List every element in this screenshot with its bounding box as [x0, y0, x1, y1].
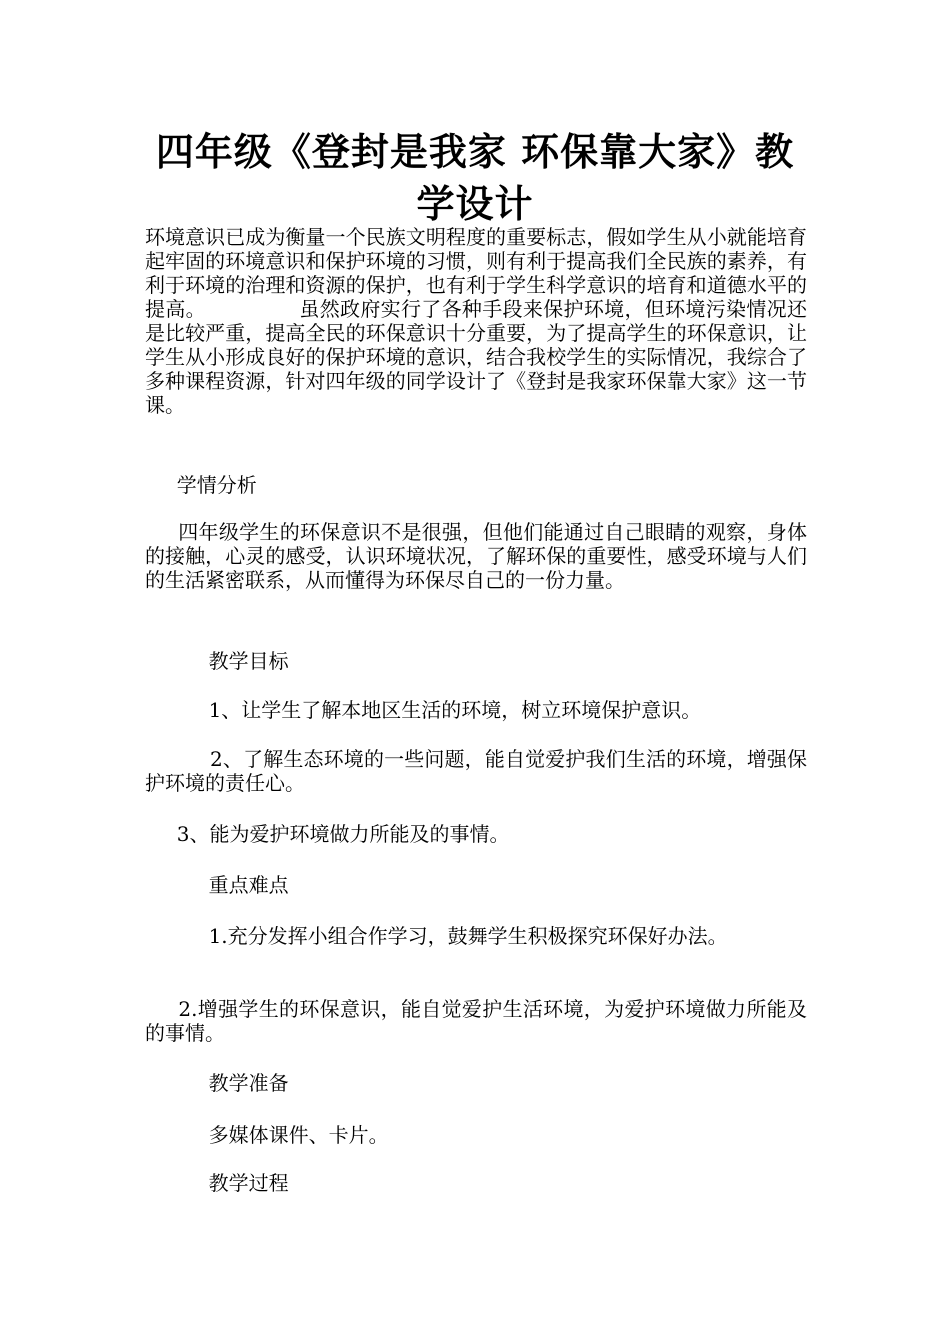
document-title: 四年级《登封是我家 环保靠大家》教学设计 — [155, 130, 795, 226]
section-heading-analysis: 学情分析 — [145, 473, 257, 497]
goal-item-3: 3、能为爱护环境做力所能及的事情。 — [145, 822, 510, 846]
section-heading-goals: 教学目标 — [145, 649, 289, 673]
key-point-1: 1.充分发挥小组合作学习，鼓舞学生积极探究环保好办法。 — [145, 924, 728, 948]
goal-item-1: 1、让学生了解本地区生活的环境，树立环境保护意识。 — [145, 698, 702, 722]
section-heading-key-points: 重点难点 — [145, 873, 289, 897]
analysis-paragraph: 四年级学生的环保意识不是很强，但他们能通过自己眼睛的观察，身体的接触，心灵的感受，认识环境状况，了解环保的重要性，感受环境与人们的生活紧密联系，从而懂得为环保尽自己的一份力量。 — [145, 520, 807, 592]
goal-item-2: 2、了解生态环境的一些问题，能自觉爱护我们生活的环境，增强保护环境的责任心。 — [145, 747, 808, 795]
intro-paragraph: 环境意识已成为衡量一个民族文明程度的重要标志，假如学生从小就能培育起牢固的环境意识和保护环境的习惯，则有利于提高我们全民族的素养，有利于环境的治理和资源的保护，也有利于学生科学意识的培育和道德水平的提高。 虽然政府实行了各种手段来保护环境，但环境污染情况还是比较严重，提高全民的环保意识十分重要，为了提高学生的环保意识，让学生从小形成良好的保护环境的意识，结合我校学生的实际情况，我综合了多种课程资源，针对四年级的同学设计了《登封是我家环保靠大家》这一节课。 — [145, 225, 807, 417]
section-heading-process: 教学过程 — [145, 1171, 289, 1195]
key-point-2: 2.增强学生的环保意识，能自觉爱护生活环境，为爱护环境做力所能及的事情。 — [145, 997, 807, 1045]
section-heading-preparation: 教学准备 — [145, 1071, 289, 1095]
preparation-paragraph: 多媒体课件、卡片。 — [145, 1123, 389, 1147]
